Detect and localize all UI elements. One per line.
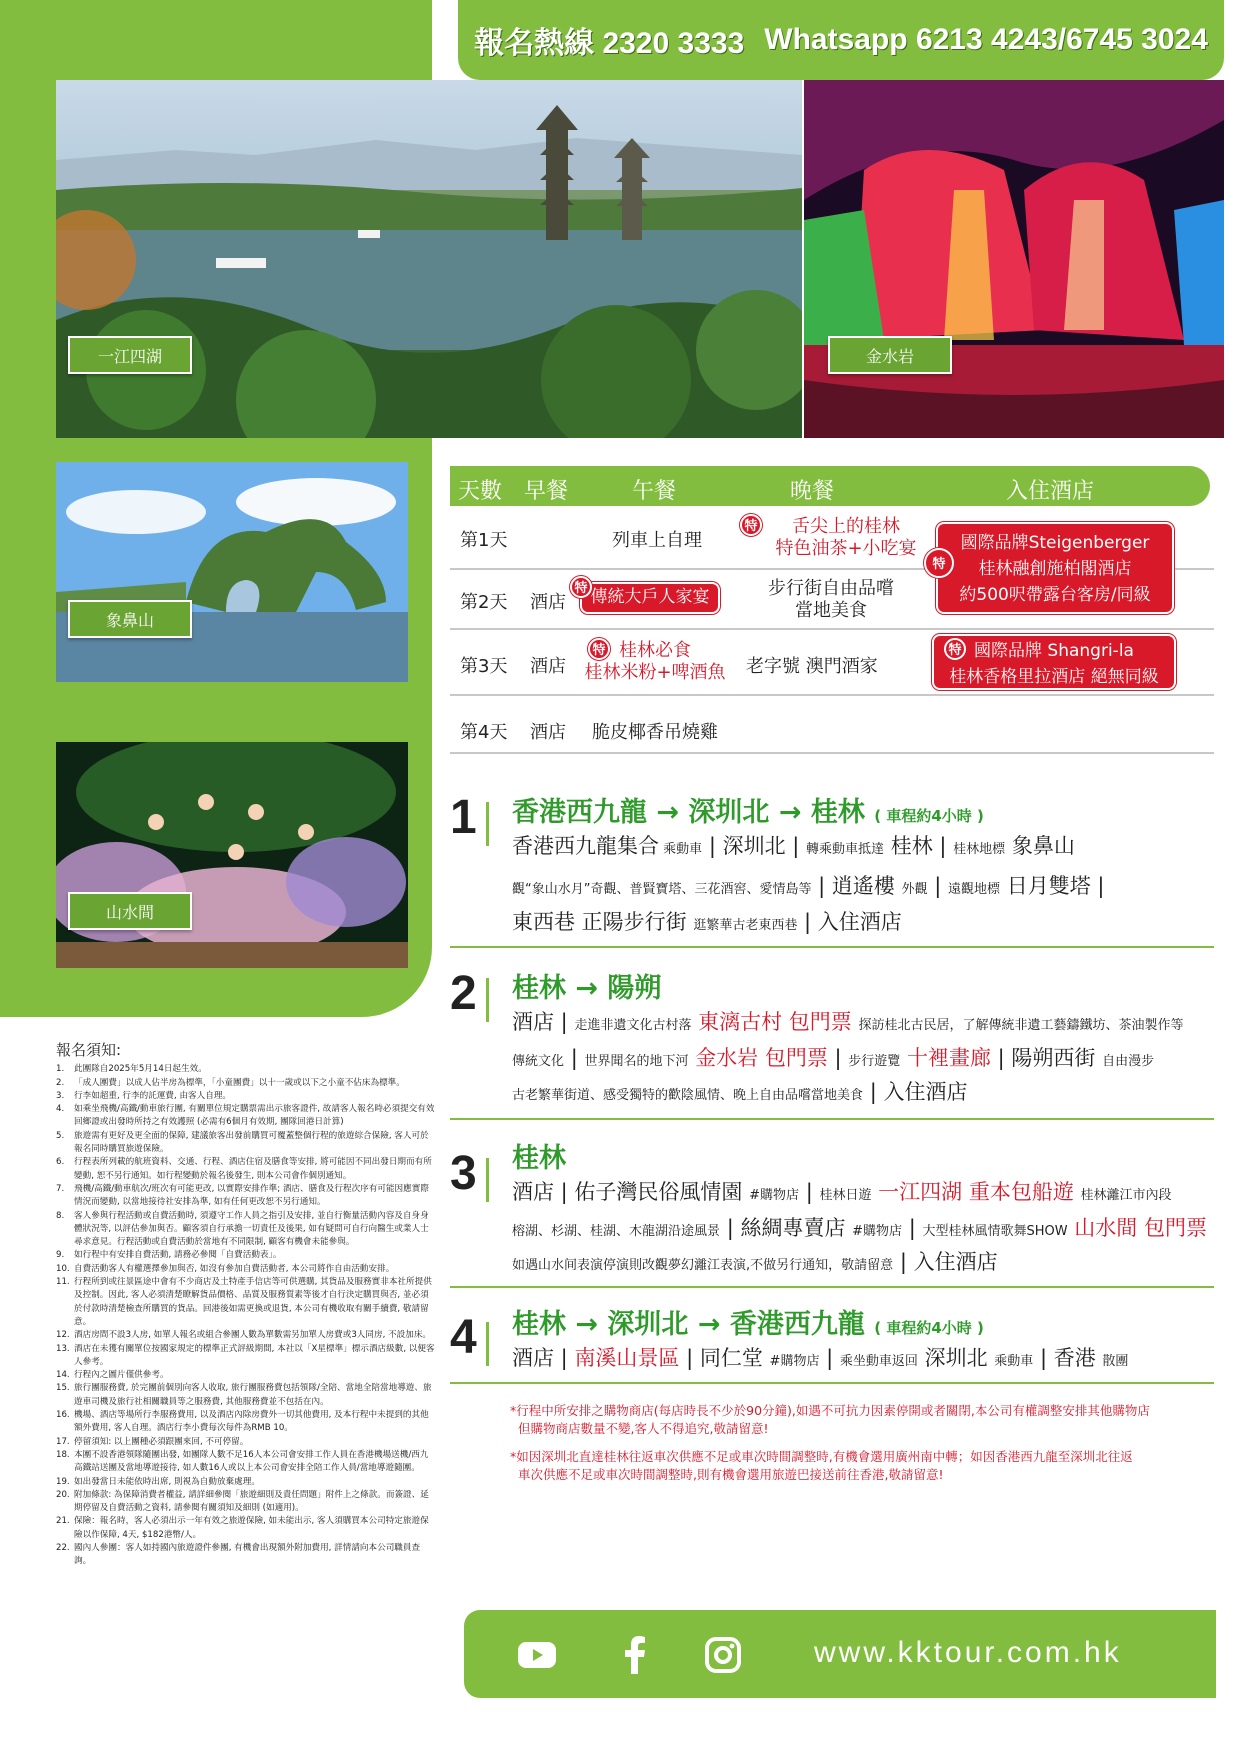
row-breakfast: 酒店 — [530, 722, 566, 743]
itinerary-day-4 — [450, 1302, 1214, 1392]
note-item: 13. 酒店在未獲有關單位按國家規定的標準正式評級期間, 本社以「X星標準」標示酒店級數, 以便客人參考。 — [56, 1343, 435, 1367]
line-segment: 外觀 — [901, 882, 928, 897]
footer-bar — [464, 1610, 1216, 1698]
line-segment: | 入住酒店 — [797, 910, 902, 934]
line-segment: | — [819, 1346, 840, 1370]
special-badge-icon: 特 — [588, 638, 610, 660]
row-dinner: 步行街自由品嚐 當地美食 — [768, 578, 894, 621]
cave-illustration — [804, 80, 1224, 438]
youtube-icon[interactable] — [516, 1634, 558, 1676]
day-number: 3 — [450, 1147, 477, 1200]
line-segment: | — [827, 1046, 849, 1070]
row-day: 第1天 — [460, 530, 508, 551]
note-item: 2. 「成人團費」以成人佔半房為標準，「小童團費」以十一歲或以下之小童不佔床為標準。 — [56, 1077, 405, 1088]
day-separator — [450, 946, 1214, 948]
day-divider — [486, 1322, 489, 1366]
remark-line: *行程中所安排之購物商店(每店時長不少於90分鐘),如遇不可抗力因素停開或者關閉,本公司有權調整安排其他購物店 — [510, 1403, 1150, 1418]
line-segment: | 陽朔西街 — [990, 1046, 1103, 1070]
day-title: 桂林 → 深圳北 → 香港西九龍 ( 車程約4小時 ) — [512, 1309, 984, 1340]
line-segment: #購物店 — [749, 1188, 800, 1203]
header-hotel: 入住酒店 — [1006, 479, 1095, 504]
line-segment: 大型桂林風情歌舞SHOW — [922, 1224, 1068, 1239]
line-segment: | — [927, 874, 949, 898]
note-item: 12. 酒店房間不設3人房, 如單人報名或組合參團人數為單數需另加單人房費或3人同房, 不設加床。 — [56, 1330, 432, 1341]
line-segment: 桂林 | — [884, 834, 954, 858]
hotel-steigenberger-box: 國際品牌Steigenberger 桂林融創施柏閣酒店 約500呎帶露台客房/同級 — [936, 522, 1174, 614]
photo-caption-cave: 金水岩 — [828, 336, 952, 374]
day-line — [512, 1176, 1172, 1206]
photo-caption-lijiang: 一江四湖 — [68, 336, 192, 374]
day-line — [512, 1342, 1128, 1372]
special-badge-icon: 特 — [570, 576, 592, 598]
note-item: 22. 國內人參團：客人如持國內旅遊證件參團, 有機會出現額外附加費用, 詳情請向本公司職員查詢。 — [56, 1542, 421, 1567]
elephant-hill-illustration — [56, 462, 408, 682]
line-segment: 酒店 | 佑子灣民俗風情園 — [512, 1180, 750, 1204]
line-segment: | 香港 — [1033, 1346, 1103, 1370]
facebook-icon[interactable] — [614, 1634, 656, 1676]
line-segment: 日月雙塔 | — [1000, 874, 1105, 898]
day-line — [512, 1212, 1207, 1242]
note-item: 20. 附加條款: 為保障消費者權益, 請詳細參閱「旅遊細則及責任問題」附件上之條款。而簽證、延期停留及自費活動之資料, 請參閱有關須知及細則 (如適用)。 — [56, 1489, 429, 1514]
day-line — [512, 1006, 1184, 1036]
itinerary-day-3 — [450, 1136, 1214, 1296]
note-item: 18. 本團不設香港領隊隨團出發, 如團隊人數不足16人本公司會安排工作人員在香港機場送機/西九高鐵站送團及當地導遊接待, 如人數16人或以上本公司會安排全陪工作人員/當地導遊隨團。 — [56, 1449, 429, 1474]
line-segment: 南溪山景區 — [574, 1346, 680, 1370]
line-segment: 深圳北 — [917, 1346, 995, 1370]
whatsapp-number[interactable]: 6213 4243/6745 3024 — [915, 23, 1208, 56]
line-segment: | 入住酒店 — [893, 1250, 998, 1274]
photo-shanshuijian-show — [56, 742, 408, 968]
line-segment: 香港西九龍集合 — [512, 834, 659, 858]
note-item: 3. 行李如超重, 行李的託運費, 由客人自理。 — [56, 1090, 232, 1101]
line-segment: | 逍遙樓 — [811, 874, 902, 898]
row-day: 第3天 — [460, 656, 508, 677]
line-segment: #購物店 — [852, 1224, 903, 1239]
row-dinner-special: 舌尖上的桂林 特色油茶+小吃宴 — [775, 516, 917, 559]
line-segment: | 入住酒店 — [863, 1080, 968, 1104]
day-separator — [450, 1118, 1214, 1120]
photo-golden-water-cave — [804, 80, 1224, 438]
row-lunch-special: 傳統大戶人家宴 — [580, 582, 720, 614]
line-segment: 逛繁華古老東西巷 — [693, 918, 798, 933]
special-badge-icon-hotel: 特 — [944, 638, 966, 660]
line-segment: 遠觀地標 — [948, 882, 1001, 897]
note-item: 19. 如出發當日未能依時出席, 則視為自動放棄處理。 — [56, 1476, 260, 1487]
day-line — [512, 1076, 967, 1106]
line-segment: 酒店 | — [512, 1346, 575, 1370]
meal-table-header — [450, 466, 1210, 506]
note-item: 15. 旅行團服務費, 於完團前個別向客人收取, 旅行團服務費包括領隊/全陪、當地全陪當地導遊、旅遊車司機及旅行社相關職員等之服務費, 其他服務費並不包括在內。 — [56, 1383, 432, 1407]
shopping-remarks — [510, 1402, 1215, 1484]
hotline-banner — [458, 0, 1224, 80]
line-segment: 桂林地標 — [953, 842, 1006, 857]
day-line — [512, 906, 902, 936]
day-divider — [486, 802, 489, 846]
line-segment: 走進非遺文化古村落 — [574, 1018, 692, 1033]
row-breakfast: 酒店 — [530, 656, 566, 677]
note-item: 10. 自費活動客人有權選擇參加與否, 如沒有參加自費活動者, 本公司將作自由活動安排。 — [56, 1263, 395, 1274]
lake-pagoda-illustration — [56, 80, 802, 438]
row-lunch-special: 桂林必食 桂林米粉+啤酒魚 — [584, 640, 726, 683]
row-lunch: 脆皮椰香吊燒雞 — [592, 722, 718, 743]
note-item: 21. 保險：報名時，客人必須出示一年有效之旅遊保險, 如未能出示, 客人須購買本公司特定旅遊保險以作保障, 4天, $182港幣/人。 — [56, 1516, 429, 1540]
header-day: 天數 — [458, 479, 503, 504]
note-item: 4. 如乘坐飛機/高鐵/動車旅行團, 有關單位規定購票需出示旅客證件, 故請客人報名時必須提交有效回鄉證或出發時所持之有效護照 (必需有6個月有效期, 團隊回港日計算) — [56, 1104, 435, 1128]
line-segment: | 同仁堂 — [679, 1346, 770, 1370]
note-item: 1. 此團隊自2025年5月14日起生效。 — [56, 1064, 207, 1075]
whatsapp-label: Whatsapp — [764, 23, 908, 56]
note-item: 9. 如行程中有安排自費活動, 請務必參閱「自費活動表」。 — [56, 1250, 282, 1261]
row-breakfast: 酒店 — [530, 592, 566, 613]
line-segment: 世界聞名的地下河 — [584, 1054, 689, 1069]
note-item: 17. 停留須知: 以上團種必須跟團來回, 不可停留。 — [56, 1436, 249, 1447]
line-segment: 自由漫步 — [1102, 1054, 1155, 1069]
day-divider — [486, 1158, 489, 1202]
day-number: 1 — [450, 791, 477, 844]
notes-title: 報名須知: — [56, 1041, 122, 1059]
special-badge-icon-hotel: 特 — [924, 548, 954, 578]
hotel-shangrila-box: 國際品牌 Shangri-la 桂林香格里拉酒店 絕無同級 — [932, 634, 1176, 690]
remark-line: *如因深圳北直達桂林往返車次供應不足或車次時間調整時,有機會選用廣州南中轉；如因香港西九龍至深圳北往返 — [510, 1449, 1133, 1464]
note-item: 16. 機場、酒店等場所行李服務費用, 以及酒店內除房費外一切其他費用, 及本行程中未提到的其他額外費用, 客人自理。酒店行李小費每次每件為RMB 10。 — [56, 1410, 429, 1434]
special-badge-icon: 特 — [740, 514, 762, 536]
registration-notes — [56, 1041, 436, 1569]
line-segment: 東漓古村 包門票 — [691, 1010, 859, 1034]
line-segment: | — [799, 1180, 820, 1204]
line-segment: 乘動車 — [994, 1354, 1034, 1369]
instagram-icon[interactable] — [702, 1634, 744, 1676]
hotline-phone[interactable]: 2320 3333 — [602, 27, 745, 60]
header-lunch: 午餐 — [632, 479, 677, 504]
day-title: 桂林 → 陽朔 — [512, 973, 662, 1004]
header-dinner: 晚餐 — [790, 479, 835, 504]
day-separator — [450, 1382, 1214, 1384]
note-item: 7. 飛機/高鐵/動車航次/班次有可能更改, 以實際安排作準; 酒店、膳食及行程次序有可能因應實際情況而變動, 以當地接待社安排為準, 如有任何更改恕不另行通知。 — [56, 1183, 429, 1208]
itinerary-day-2 — [450, 966, 1214, 1126]
line-segment: 乘動車 — [659, 842, 703, 857]
day-line — [512, 830, 1075, 860]
note-item: 5. 旅遊需有更好及更全面的保障, 建議旅客出發前購買可覆蓋整個行程的旅遊綜合保險, 客人可於報名同時購買旅遊保險。 — [56, 1130, 429, 1155]
photo-caption-show: 山水間 — [68, 892, 192, 930]
day-line — [512, 1246, 998, 1276]
day-separator — [450, 1286, 1214, 1288]
line-segment: | 深圳北 | — [702, 834, 806, 858]
line-segment: 酒店 | — [512, 1010, 575, 1034]
day-title: 桂林 — [512, 1143, 566, 1174]
line-segment: 一江四湖 重本包船遊 — [871, 1180, 1081, 1204]
line-segment: 象鼻山 — [1005, 834, 1075, 858]
row-day: 第4天 — [460, 722, 508, 743]
line-segment: 古老繁華街道、感受獨特的歡陰風情、晚上自由品嚐當地美食 — [512, 1088, 864, 1103]
note-item: 11. 行程所到或往景區途中會有不少商店及土特產手信店等可供選購, 其貨品及服務實非本社所提供及控制。因此, 客人必須清楚瞭解貨品價格、品質及服務質素等後才自行決定購買與否, 並必須於付款時清楚檢查所購買的貨品。回港後如需更換或退貨, 本公司有機收取有關手續費, 敬請留意。 — [56, 1277, 432, 1327]
day-title: 香港西九龍 → 深圳北 → 桂林 ( 車程約4小時 ) — [512, 797, 984, 828]
line-segment: 桂林日遊 — [819, 1188, 872, 1203]
line-segment: | 絲綢專賣店 — [720, 1216, 853, 1240]
hotline-label: 報名熱線 — [474, 27, 595, 60]
line-segment: 山水間 包門票 — [1067, 1216, 1207, 1240]
row-lunch: 列車上自理 — [612, 530, 702, 551]
itinerary-day-1 — [450, 790, 1214, 950]
line-segment: 探訪桂北古民居，了解傳統非遺工藝鑄鐵坊、茶油製作等 — [858, 1018, 1184, 1033]
line-segment: 金水岩 包門票 — [688, 1046, 828, 1070]
line-segment: 轉乘動車抵達 — [806, 842, 885, 857]
line-segment: 散團 — [1102, 1354, 1129, 1369]
day-number: 2 — [450, 967, 477, 1020]
day-number: 4 — [450, 1311, 477, 1364]
row-day: 第2天 — [460, 592, 508, 613]
line-segment: 十裡畫廊 — [900, 1046, 991, 1070]
line-segment: | — [902, 1216, 923, 1240]
line-segment: #購物店 — [769, 1354, 820, 1369]
remark-line: 但購物商店數量不變,客人不得追究,敬請留意! — [518, 1421, 769, 1436]
line-segment: 乘坐動車返回 — [839, 1354, 918, 1369]
day-line — [512, 1042, 1154, 1072]
header-breakfast: 早餐 — [524, 479, 569, 504]
line-segment: 桂林灕江市內段 — [1080, 1188, 1172, 1203]
dance-show-illustration — [56, 742, 408, 968]
line-segment: 榕湖、杉湖、桂湖、木龍湖沿途風景 — [512, 1224, 721, 1239]
line-segment: 東西巷 正陽步行街 — [512, 910, 694, 934]
photo-caption-elephant: 象鼻山 — [68, 600, 192, 638]
line-segment: 觀“象山水月”奇觀、普賢寶塔、三花酒窖、愛情島等 — [512, 882, 812, 897]
note-item: 14. 行程內之圖片僅供參考。 — [56, 1370, 169, 1381]
row-dinner: 老字號 澳門酒家 — [746, 656, 878, 677]
photo-elephant-trunk-hill — [56, 462, 408, 682]
note-item: 8. 客人參與行程活動或自費活動時, 須遵守工作人員之指引及安排, 並自行衡量活動內容及自身身體狀況等, 以評估參加與否。顧客須自行承擔一切責任及後果, 如有疑問可自行向醫生或業人士尋求意見。行程活動或自費活動於當地有不同限制, 顧客有機會未能參與。 — [56, 1210, 429, 1248]
notes-list — [56, 1063, 436, 1568]
note-item: 6. 行程表所列載的航班資料、交通、行程、酒店住宿及膳食等安排, 將可能因不同出發日期而有所變動, 恕不另行通知。如行程變動於報名後發生, 則本公司會作個別通知。 — [56, 1157, 432, 1181]
website-link[interactable]: www.kktour.com.hk — [814, 1636, 1122, 1669]
photo-lijiang-lakes — [56, 80, 802, 438]
day-divider — [486, 978, 489, 1022]
meal-row-day2 — [450, 570, 1214, 630]
day-line — [512, 870, 1105, 900]
line-segment: 傳統文化 — [512, 1054, 565, 1069]
line-segment: 步行遊覽 — [848, 1054, 901, 1069]
meal-row-day4 — [450, 696, 1214, 754]
line-segment: | — [564, 1046, 585, 1070]
remark-line: 車次供應不足或車次時間調整時,則有機會選用旅遊巴接送前往香港,敬請留意! — [518, 1467, 944, 1482]
line-segment: 如遇山水间表演停演則改觀夢幻灕江表演,不做另行通知，敬請留意 — [512, 1258, 894, 1273]
